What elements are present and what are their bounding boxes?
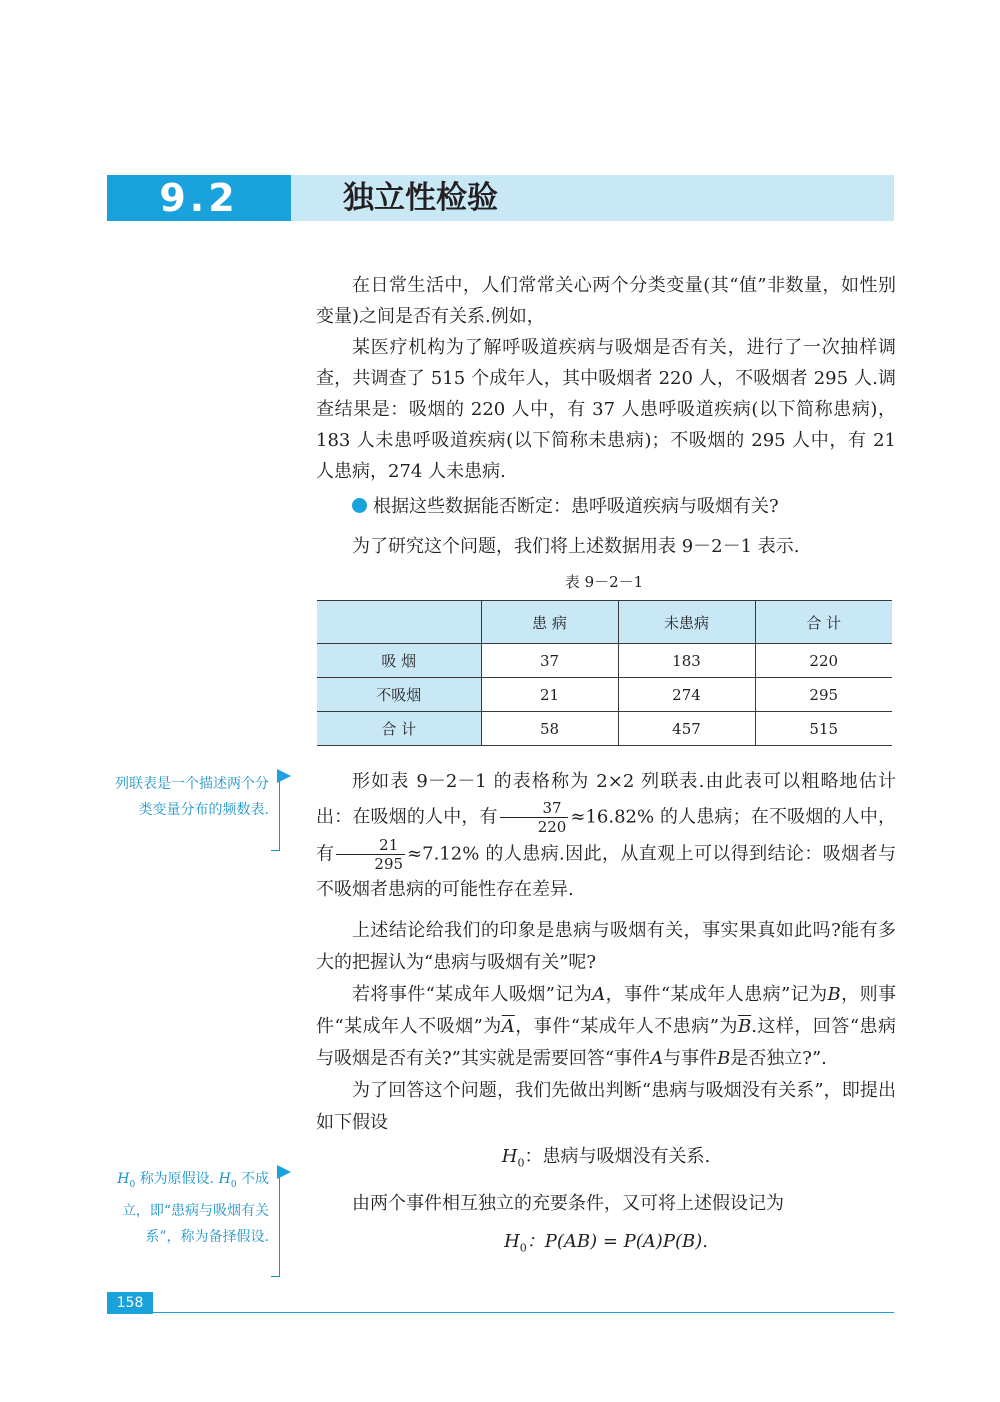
main-text (316, 765, 896, 1264)
margin-note-hypothesis (107, 1166, 269, 1250)
table-cell: 183 (618, 644, 755, 678)
text-run: .这样，回答“患病与吸烟是否有关?”其实就是需要回答“事件 (316, 1016, 896, 1069)
question-line (316, 491, 896, 522)
paragraph-restate: 由两个事件相互独立的充要条件，又可将上述假设记为 (352, 1192, 784, 1214)
table-cell: 295 (755, 678, 892, 712)
event-a: A (592, 984, 606, 1005)
text-run: ，事件“某成年人不患病”为 (514, 1016, 738, 1037)
table-cell: 220 (755, 644, 892, 678)
equation-hypothesis (316, 1141, 896, 1180)
fraction-numerator: 37 (500, 799, 569, 818)
text-run: 是否独立?”. (730, 1048, 827, 1069)
table-header-cell: 合 计 (755, 601, 892, 644)
table-header-cell: 患 病 (481, 601, 618, 644)
text-run: 若将事件“某成年人吸烟”记为 (352, 984, 593, 1005)
fraction-smokers (500, 799, 569, 836)
table-row (317, 712, 892, 746)
table-header-cell: 未患病 (618, 601, 755, 644)
fraction-denominator: 295 (374, 855, 404, 873)
note-flag-icon (277, 1165, 291, 1179)
intro-text (316, 270, 896, 487)
table-caption: 表 9－2－1 (564, 573, 644, 591)
h0-subscript: 0 (230, 1179, 237, 1190)
h0-symbol: H (501, 1146, 518, 1167)
fraction-numerator: 21 (336, 836, 405, 855)
page-number: 158 (107, 1292, 153, 1314)
event-b: B (717, 1048, 731, 1069)
row-label: 不吸烟 (317, 678, 481, 712)
table-intro (316, 531, 896, 562)
paragraph-intro: 在日常生活中，人们常常关心两个分类变量(其“值”非数量，如性别变量)之间是否有关系.例如， (316, 275, 896, 327)
text-run: ，事件“某成年人患病”记为 (605, 984, 828, 1005)
margin-note-contingency (107, 771, 269, 823)
table-cell: 37 (481, 644, 618, 678)
paragraph-hypothesis: 为了回答这个问题，我们先做出判断“患病与吸烟没有关系”，即提出如下假设 (316, 1080, 896, 1133)
table-header-row (317, 601, 892, 644)
table-row (317, 678, 892, 712)
paragraph-estimate (316, 765, 896, 907)
table-header-cell (317, 601, 481, 644)
fraction-denominator: 220 (537, 818, 567, 836)
question-bullet-icon (352, 498, 367, 513)
text-run: 与事件 (663, 1048, 718, 1069)
equation-text: ：患病与吸烟没有关系. (524, 1146, 711, 1167)
h0-subscript: 0 (517, 1156, 525, 1170)
h0-subscript: 0 (129, 1179, 136, 1190)
h0-symbol: H (504, 1230, 520, 1252)
event-b: B (827, 984, 841, 1005)
text-run: 形如表 9－2－1 的表格称为 2×2 列联表.由此表可以粗略地估计出：在吸烟的人中，有 (316, 771, 896, 828)
section-title: 独立性检验 (343, 180, 498, 216)
table-cell: 58 (481, 712, 618, 746)
paragraph-survey: 某医疗机构为了解呼吸道疾病与吸烟是否有关，进行了一次抽样调查，共调查了 515 个成年人，其中吸烟者 220 人，不吸烟者 295 人.调查结果是：吸烟的 220 人中，有 37 人患呼吸道疾病(以下简称患病)，183 人未患呼吸道疾病(以下简称未患病)；不吸烟的 295 人中，有 21 人患病，274 人未患病. (316, 337, 896, 482)
note-bracket (271, 777, 280, 851)
equation-text: ：P(AB) = P(A)P(B). (526, 1230, 708, 1252)
section-header (107, 175, 894, 221)
row-label: 合 计 (317, 712, 481, 746)
paragraph-question: 上述结论给我们的印象是患病与吸烟有关，事实果真如此吗?能有多大的把握认为“患病与吸烟有关”呢? (316, 920, 896, 973)
note-text (107, 1166, 269, 1250)
text-run: ≈7.12% 的人患病.因此，从直观上可以得到结论：吸烟者与不吸烟者患病的可能性存在差异. (316, 843, 896, 900)
table-cell: 515 (755, 712, 892, 746)
note-text: 列联表是一个描述两个分类变量分布的频数表. (115, 776, 269, 818)
paragraph-table-intro: 为了研究这个问题，我们将上述数据用表 9－2－1 表示. (352, 536, 800, 557)
section-number: 9.2 (107, 175, 291, 221)
event-not-b: $\overline{B}$ (737, 1016, 752, 1037)
h0-symbol: H (117, 1171, 130, 1187)
note-flag-icon (277, 769, 291, 783)
table-row (317, 644, 892, 678)
fraction-nonsmokers (336, 836, 405, 873)
table-cell: 457 (618, 712, 755, 746)
row-label: 吸 烟 (317, 644, 481, 678)
paragraph-events (316, 979, 896, 1075)
contingency-table (317, 600, 892, 746)
event-not-a: $\overline{A}$ (501, 1016, 515, 1037)
text-run: ，则事件“某成年人不吸烟”为 (316, 984, 897, 1037)
h0-subscript: 0 (519, 1241, 527, 1255)
event-a: A (650, 1048, 664, 1069)
note-bracket (271, 1172, 280, 1277)
question-text: 根据这些数据能否断定：患呼吸道疾病与吸烟有关? (373, 496, 779, 517)
table-cell: 274 (618, 678, 755, 712)
h0-symbol: H (218, 1171, 231, 1187)
text-run: ≈16.82% 的人患病；在不吸烟的人中，有 (316, 806, 897, 865)
text-run: 不成立，即“患病与吸烟有关系”，称为备择假设. (121, 1171, 269, 1245)
footer-rule (153, 1312, 894, 1313)
equation-independence (316, 1226, 896, 1265)
table-cell: 21 (481, 678, 618, 712)
text-run: 称为原假设. (139, 1171, 215, 1187)
